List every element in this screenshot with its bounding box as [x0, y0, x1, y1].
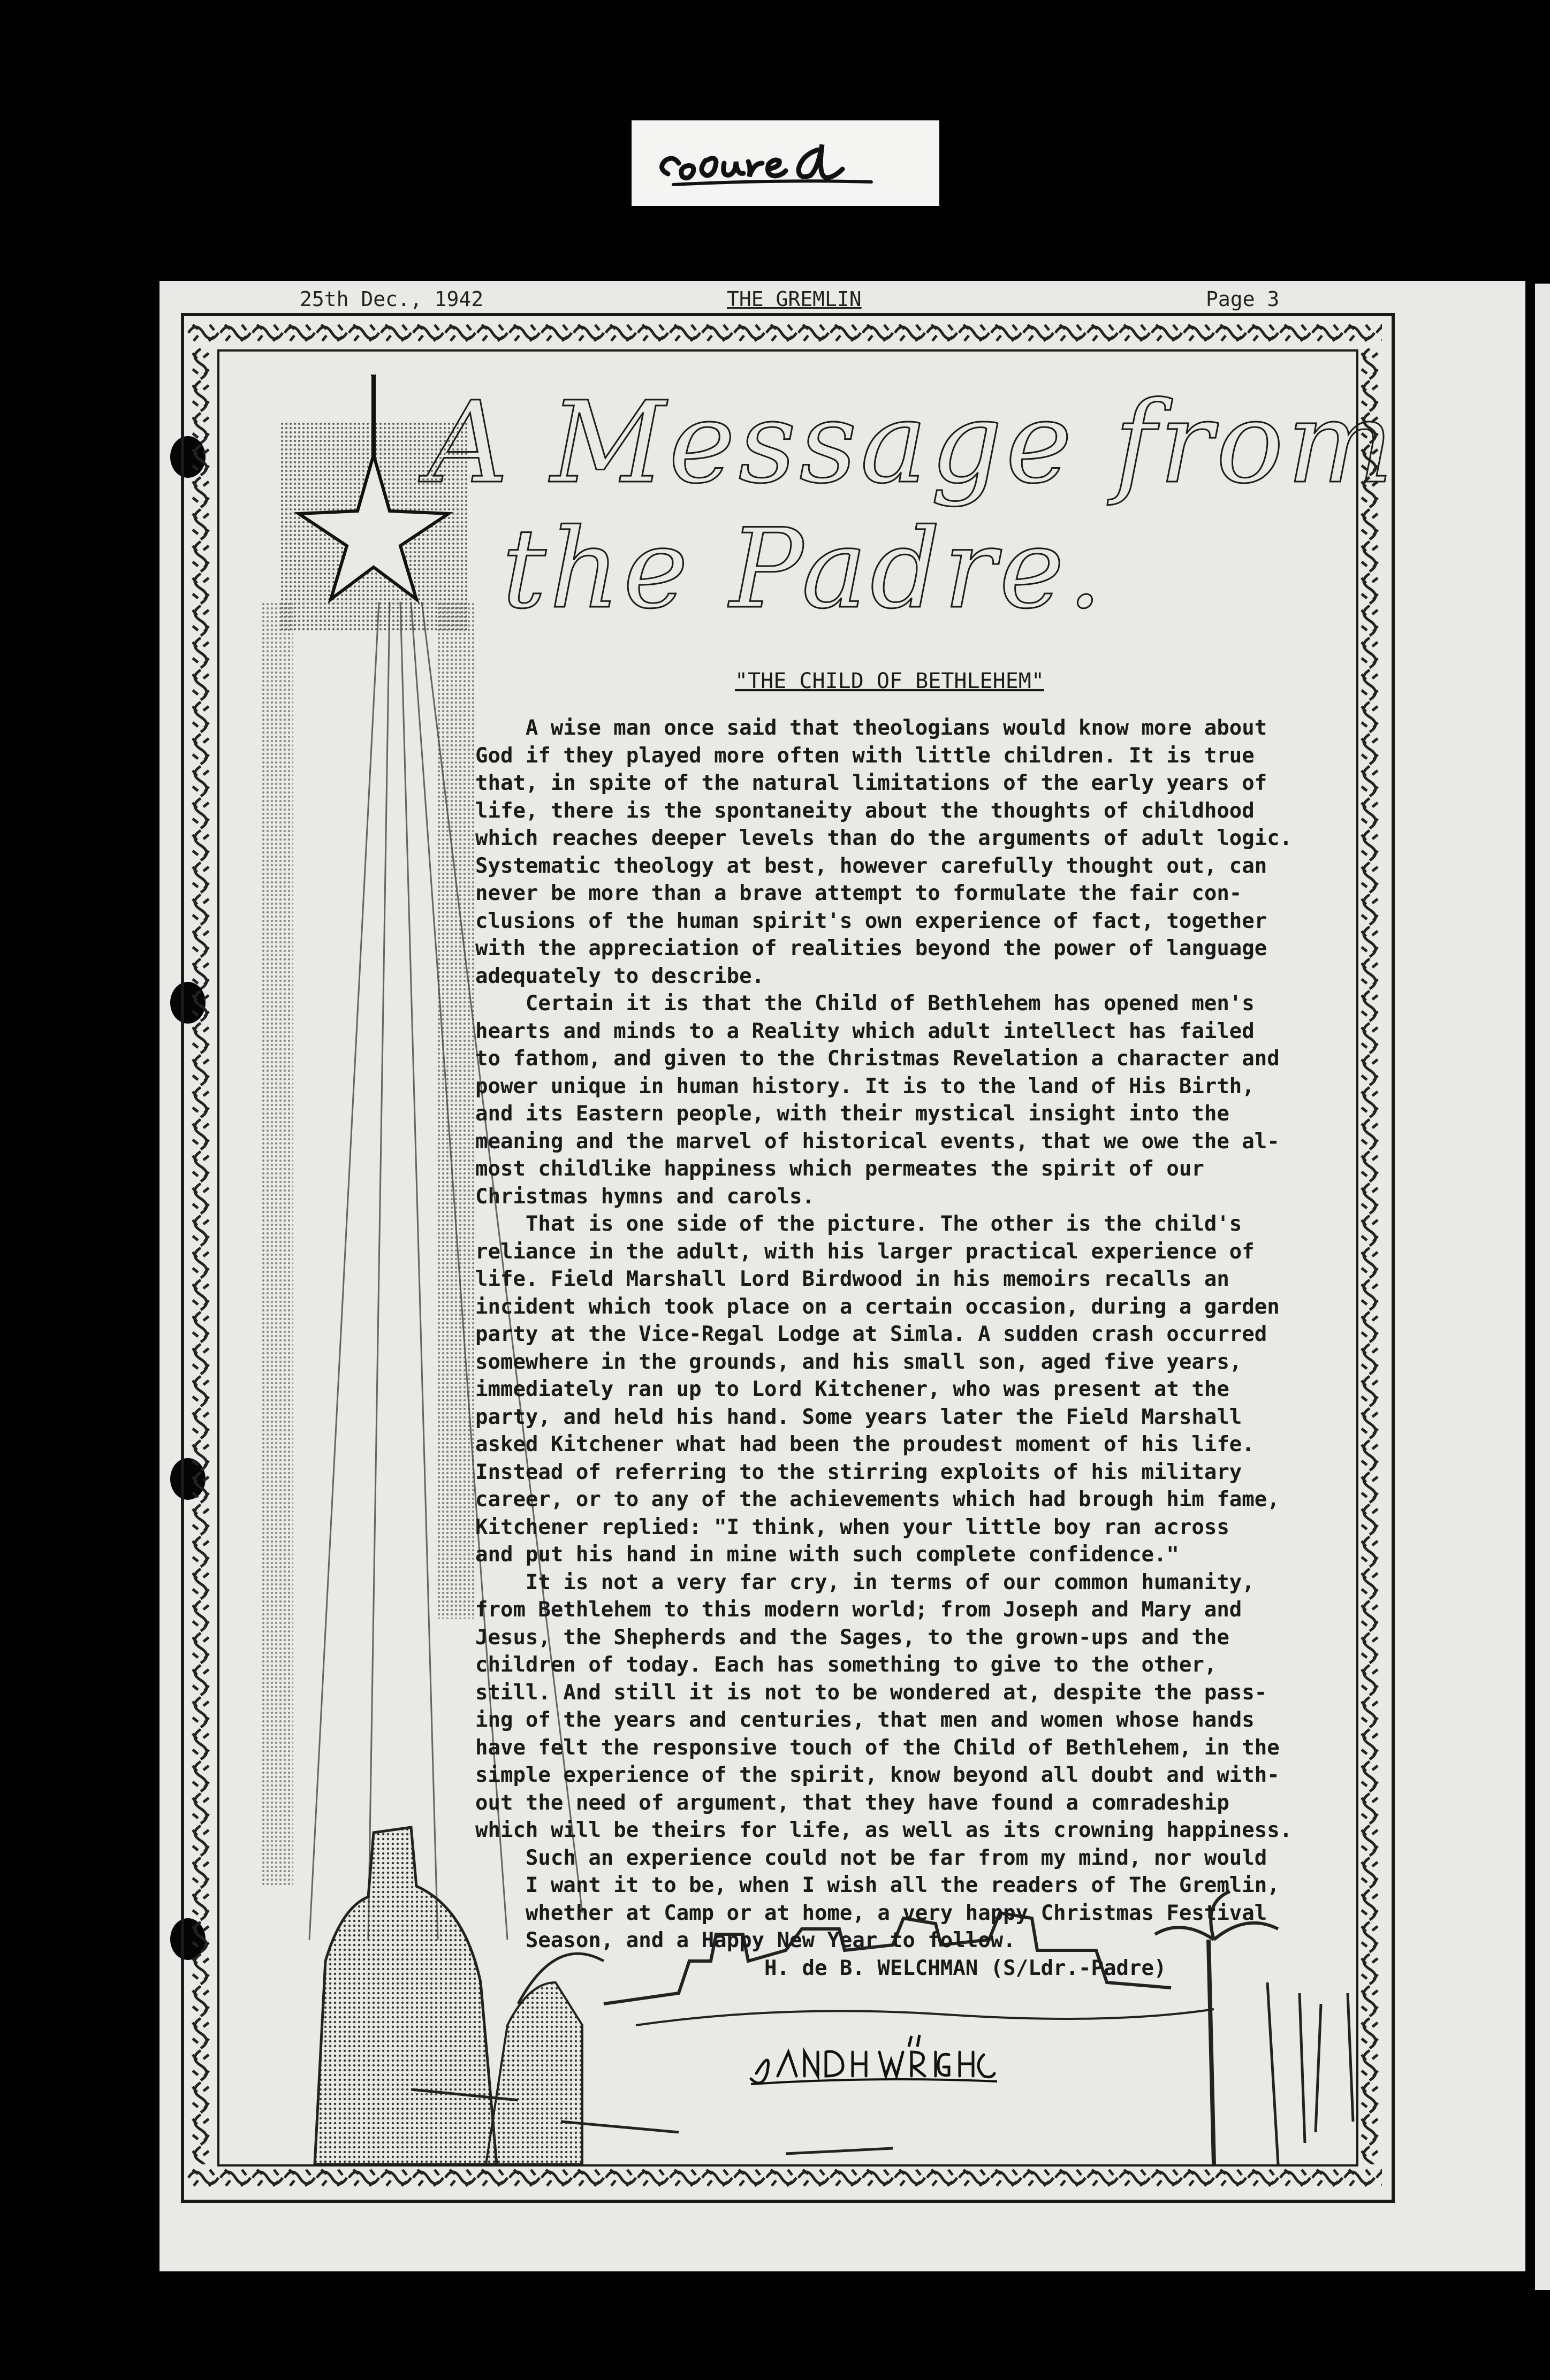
text-line: incident which took place on a certain occasion, during a garden [475, 1294, 1280, 1319]
header-page-number: Page 3 [1206, 287, 1280, 311]
text-line: adequately to describe. [475, 964, 765, 988]
text-line: Christmas hymns and carols. [475, 1184, 815, 1209]
adjacent-sheet-edge [1535, 284, 1550, 2290]
text-line: clusions of the human spirit's own experience of fact, together [475, 909, 1267, 933]
text-line: life, there is the spontaneity about the thoughts of childhood [475, 798, 1255, 823]
text-line: children of today. Each has something to give to the other, [475, 1653, 1217, 1677]
text-line: meaning and the marvel of historical events, that we owe the al- [475, 1129, 1280, 1154]
text-line: Certain it is that the Child of Bethlehem has opened men's [475, 991, 1255, 1016]
text-line: which reaches deeper levels than do the arguments of adult logic. [475, 826, 1293, 850]
text-line: party at the Vice-Regal Lodge at Simla. A sudden crash occurred [475, 1322, 1267, 1346]
handwritten-label [632, 120, 939, 206]
artist-signature [746, 2031, 1002, 2095]
text-line: somewhere in the grounds, and his small son, aged five years, [475, 1349, 1242, 1374]
text-line: from Bethlehem to this modern world; from Joseph and Mary and [475, 1598, 1242, 1622]
text-line: Such an experience could not be far from my mind, nor would [475, 1845, 1267, 1870]
text-line: still. And still it is not to be wondered at, despite the pass- [475, 1680, 1267, 1705]
text-line: A wise man once said that theologians would know more about [475, 716, 1267, 740]
text-line: to fathom, and given to the Christmas Revelation a character and [475, 1047, 1280, 1071]
text-line: Instead of referring to the stirring exploits of his military [475, 1460, 1242, 1484]
text-line: that, in spite of the natural limitations of the early years of [475, 771, 1267, 795]
article-title: "THE CHILD OF BETHLEHEM" [735, 669, 1044, 693]
text-line: Systematic theology at best, however carefully thought out, can [475, 853, 1267, 878]
text-line: have felt the responsive touch of the Child of Bethlehem, in the [475, 1735, 1280, 1760]
text-line: which will be theirs for life, as well as its crowning happiness. [475, 1818, 1293, 1842]
text-line: That is one side of the picture. The other is the child's [475, 1212, 1242, 1236]
text-line: immediately ran up to Lord Kitchener, who was present at the [475, 1377, 1229, 1401]
text-line: Kitchener replied: "I think, when your little boy ran across [475, 1515, 1229, 1539]
text-line: simple experience of the spirit, know beyond all doubt and with- [475, 1763, 1280, 1787]
text-line: party, and held his hand. Some years later the Field Marshall [475, 1405, 1242, 1429]
text-line: Jesus, the Shepherds and the Sages, to the grown-ups and the [475, 1625, 1229, 1650]
handwritten-label-text [647, 128, 925, 198]
text-line: I want it to be, when I wish all the readers of The Gremlin, [475, 1873, 1280, 1897]
text-line: and put his hand in mine with such complete confidence." [475, 1543, 1179, 1567]
border-band-bottom [187, 2164, 1382, 2191]
article-body [475, 714, 1385, 1982]
border-band-left [187, 348, 214, 2164]
text-line: hearts and minds to a Reality which adult intellect has failed [475, 1019, 1255, 1043]
text-line: most childlike happiness which permeates the spirit of our [475, 1157, 1204, 1181]
text-line: and its Eastern people, with their mystical insight into the [475, 1102, 1229, 1126]
text-line: God if they played more often with little children. It is true [475, 743, 1255, 768]
text-line: with the appreciation of realities beyond the power of language [475, 936, 1267, 960]
text-line: life. Field Marshall Lord Birdwood in his memoirs recalls an [475, 1267, 1229, 1291]
header-date: 25th Dec., 1942 [300, 287, 484, 311]
text-line: career, or to any of the achievements which had brough him fame, [475, 1488, 1280, 1512]
header-title: THE GREMLIN [727, 287, 862, 311]
text-line: ing of the years and centuries, that men and women whose hands [475, 1708, 1255, 1732]
text-line: out the need of argument, that they have found a comradeship [475, 1790, 1229, 1815]
text-line: It is not a very far cry, in terms of our common humanity, [475, 1570, 1255, 1595]
text-line: whether at Camp or at home, a very happy Christmas Festival [475, 1901, 1267, 1925]
signature-line: H. de B. WELCHMAN (S/Ldr.-Padre) [475, 1956, 1167, 1980]
heading-line-1: A Message from [427, 377, 1397, 508]
text-line: Season, and a Happy New Year to follow. [475, 1928, 1016, 1952]
newsletter-page [159, 281, 1525, 2271]
text-line: reliance in the adult, with his larger practical experience of [475, 1239, 1255, 1264]
border-band-top [187, 319, 1382, 346]
text-line: never be more than a brave attempt to formulate the fair con- [475, 881, 1242, 905]
heading-line-2: the Padre. [502, 506, 1106, 633]
text-line: power unique in human history. It is to the land of His Birth, [475, 1074, 1255, 1099]
text-line: asked Kitchener what had been the proudest moment of his life. [475, 1432, 1255, 1456]
hand-lettered-heading [427, 377, 1397, 677]
